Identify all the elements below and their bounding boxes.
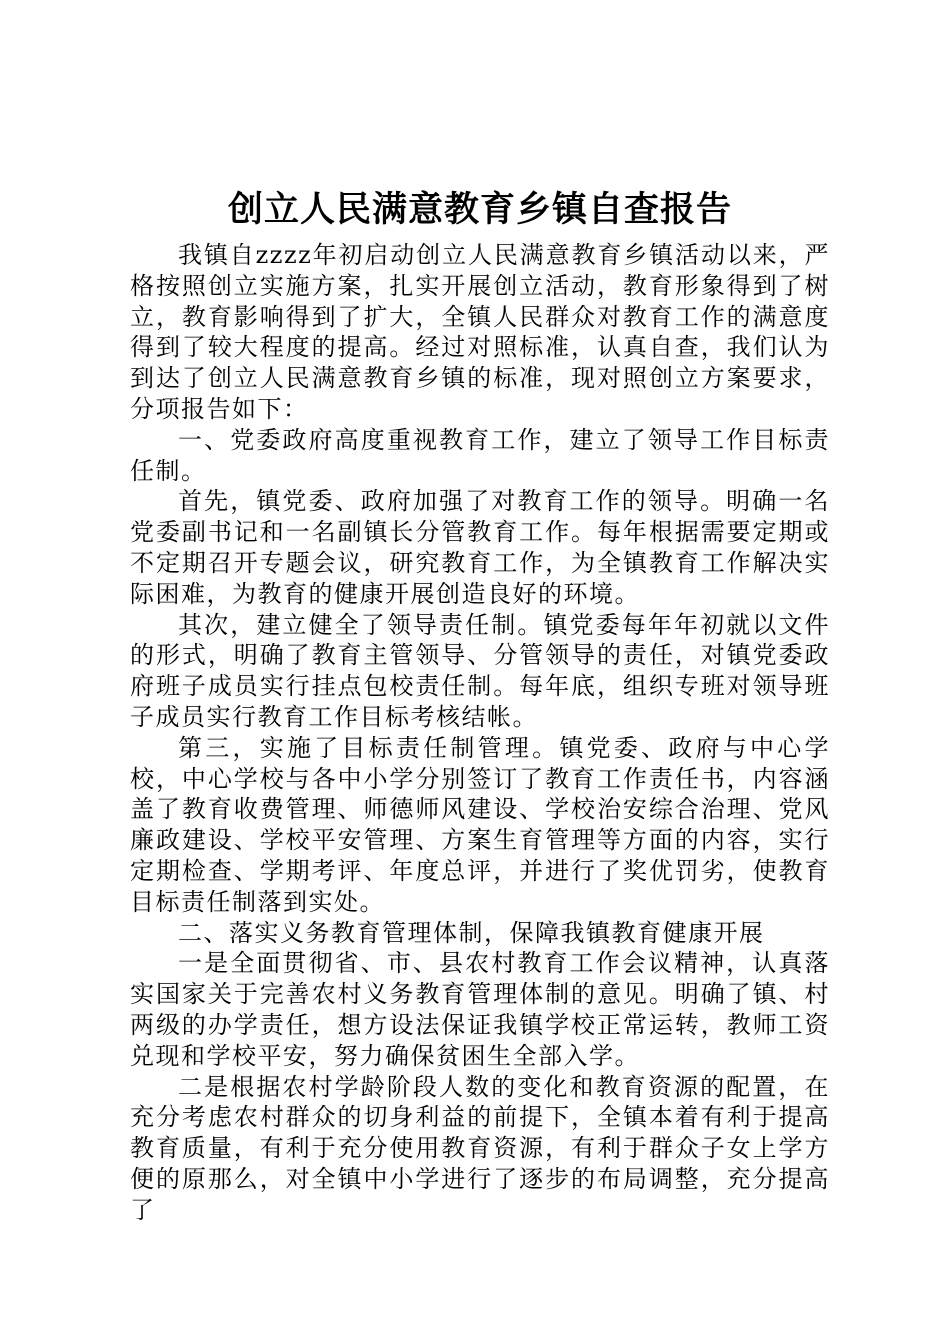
paragraph-second: 其次，建立健全了领导责任制。镇党委每年年初就以文件的形式，明确了教育主管领导、分管领导的责任，对镇党委政府班子成员实行挂点包校责任制。每年底，组织专班对领导班子成员实行教育工作目标考核结帐。 <box>130 610 830 731</box>
section-heading-2: 二、落实义务教育管理体制，保障我镇教育健康开展 <box>178 918 765 947</box>
paragraph-first: 首先，镇党委、政府加强了对教育工作的领导。明确一名党委副书记和一名副镇长分管教育工作。每年根据需要定期或不定期召开专题会议，研究教育工作，为全镇教育工作解决实际困难，为教育的健康开展创造良好的环境。 <box>130 487 830 608</box>
paragraph-third: 第三，实施了目标责任制管理。镇党委、政府与中心学校，中心学校与各中小学分别签订了教育工作责任书，内容涵盖了教育收费管理、师德师风建设、学校治安综合治理、党风廉政建设、学校平安管理、方案生育管理等方面的内容，实行定期检查、学期考评、年度总评，并进行了奖优罚劣，使教育目标责任制落到实处。 <box>130 733 830 916</box>
section-heading-1: 一、党委政府高度重视教育工作，建立了领导工作目标责任制。 <box>130 425 830 485</box>
paragraph-intro: 我镇自zzzz年初启动创立人民满意教育乡镇活动以来，严格按照创立实施方案，扎实开展创立活动，教育形象得到了树立，教育影响得到了扩大，全镇人民群众对教育工作的满意度得到了较大程度的提高。经过对照标准，认真自查，我们认为到达了创立人民满意教育乡镇的标准，现对照创立方案要求，分项报告如下： <box>130 241 830 423</box>
paragraph-point-two: 二是根据农村学龄阶段人数的变化和教育资源的配置，在充分考虑农村群众的切身利益的前提下，全镇本着有利于提高教育质量，有利于充分使用教育资源，有利于群众子女上学方便的原那么，对全镇中小学进行了逐步的布局调整，充分提高了 <box>130 1072 830 1224</box>
document-page <box>130 180 830 1226</box>
document-title: 创立人民满意教育乡镇自查报告 <box>227 189 732 230</box>
paragraph-point-one: 一是全面贯彻省、市、县农村教育工作会议精神，认真落实国家关于完善农村义务教育管理体制的意见。明确了镇、村两级的办学责任，想方设法保证我镇学校正常运转，教师工资兑现和学校平安，努力确保贫困生全部入学。 <box>130 949 830 1070</box>
